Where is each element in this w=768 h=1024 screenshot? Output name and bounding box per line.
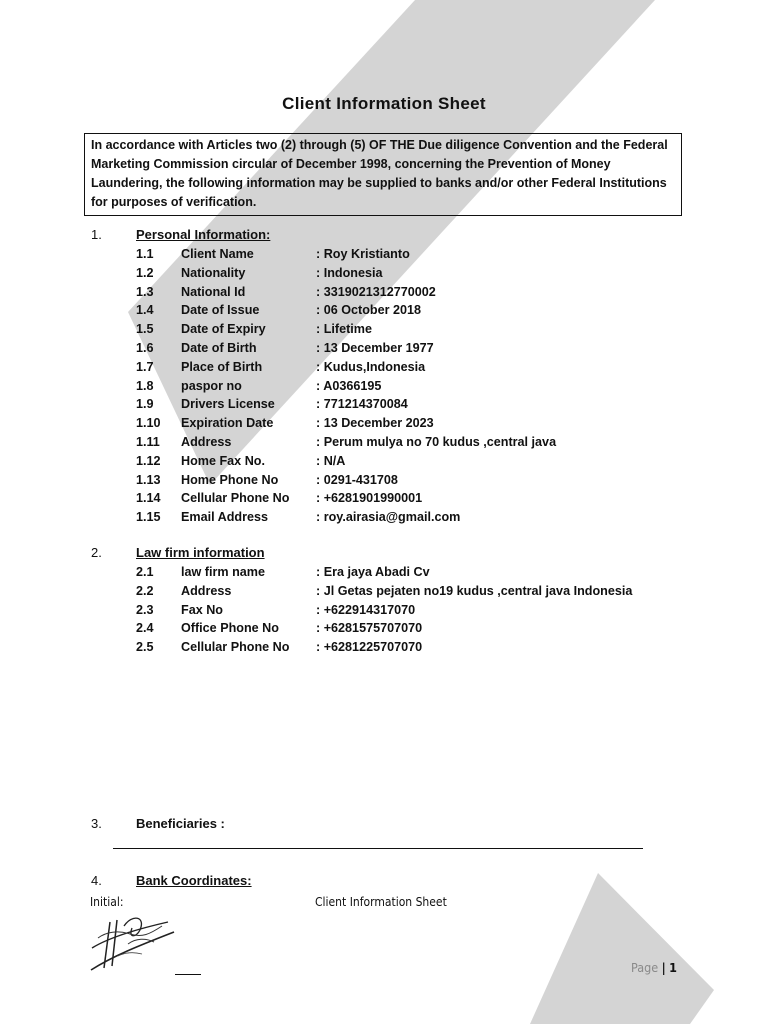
row-value: : +6281901990001 (316, 491, 423, 506)
info-row (0, 563, 768, 582)
info-row (0, 601, 768, 620)
section-4-title: Bank Coordinates: (136, 873, 252, 888)
section-3-title: Beneficiaries : (136, 816, 225, 831)
footer-doc-name: Client Information Sheet (315, 895, 447, 909)
info-row (0, 264, 768, 283)
info-row (0, 339, 768, 358)
row-number: 2.2 (136, 583, 154, 598)
info-row (0, 582, 768, 601)
row-label: Fax No (181, 602, 223, 617)
row-label: Date of Issue (181, 303, 260, 318)
section-4-number: 4. (91, 873, 102, 888)
row-value: : Perum mulya no 70 kudus ,central java (316, 435, 557, 449)
info-row (0, 301, 768, 320)
watermark-stripe-bottom (530, 873, 714, 1024)
row-value: : +6281575707070 (316, 621, 423, 636)
row-label: Address (181, 583, 232, 598)
row-number: 1.3 (136, 284, 154, 299)
row-number: 1.6 (136, 341, 154, 355)
info-row (0, 619, 768, 638)
row-value: : 0291-431708 (316, 472, 398, 487)
row-value: : Roy Kristianto (316, 247, 410, 261)
info-row (0, 638, 768, 657)
row-label: National Id (181, 284, 246, 299)
row-number: 2.3 (136, 602, 154, 617)
row-number: 1.4 (136, 303, 154, 318)
info-row (0, 395, 768, 414)
page-indicator (631, 960, 677, 975)
row-label: Client Name (181, 247, 254, 261)
info-row (0, 414, 768, 433)
row-value: : Jl Getas pejaten no19 kudus ,central java Indonesia (316, 583, 633, 598)
page-label: Page (631, 960, 659, 975)
section-2-number: 2. (91, 545, 102, 560)
row-value: : roy.airasia@gmail.com (316, 510, 461, 525)
row-number: 1.9 (136, 397, 154, 412)
info-row (0, 508, 768, 527)
row-label: Cellular Phone No (181, 491, 290, 506)
row-value: : Lifetime (316, 322, 372, 337)
row-label: law firm name (181, 565, 265, 579)
page-number: 1 (669, 960, 677, 975)
row-number: 1.1 (136, 247, 154, 261)
row-value: : +622914317070 (316, 602, 416, 617)
beneficiaries-line (113, 848, 643, 849)
info-row (0, 358, 768, 377)
initial-label: Initial: (90, 895, 124, 909)
row-number: 1.12 (136, 453, 161, 468)
info-row (0, 452, 768, 471)
row-value: : Indonesia (316, 265, 383, 280)
row-label: Home Fax No. (181, 453, 265, 468)
row-label: Address (181, 435, 232, 449)
info-row (0, 471, 768, 490)
row-number: 1.14 (136, 491, 161, 506)
row-value: : 06 October 2018 (316, 303, 421, 318)
info-row (0, 245, 768, 264)
info-row (0, 489, 768, 508)
row-value: : 13 December 1977 (316, 341, 434, 355)
row-label: Cellular Phone No (181, 640, 290, 655)
section-2-title: Law firm information (136, 545, 265, 560)
row-number: 2.1 (136, 565, 154, 579)
document-title: Client Information Sheet (282, 94, 486, 113)
row-label: paspor no (181, 378, 242, 393)
row-label: Expiration Date (181, 416, 274, 431)
row-value: : 13 December 2023 (316, 416, 434, 431)
info-row (0, 377, 768, 396)
row-value: : 771214370084 (316, 397, 408, 412)
info-row (0, 320, 768, 339)
row-label: Place of Birth (181, 359, 263, 374)
row-number: 1.10 (136, 416, 161, 431)
info-row (0, 283, 768, 302)
row-value: : N/A (316, 453, 346, 468)
row-label: Home Phone No (181, 472, 279, 487)
info-row (0, 433, 768, 452)
row-value: : A0366195 (316, 378, 382, 393)
row-label: Date of Birth (181, 341, 257, 355)
signature-underline (175, 974, 201, 975)
row-number: 2.4 (136, 621, 154, 636)
row-label: Email Address (181, 510, 269, 525)
row-number: 1.2 (136, 265, 154, 280)
row-value: : 3319021312770002 (316, 284, 436, 299)
row-label: Drivers License (181, 397, 275, 412)
section-1-title: Personal Information: (136, 227, 271, 242)
row-number: 1.5 (136, 322, 154, 337)
row-number: 1.11 (136, 435, 160, 449)
intro-paragraph: In accordance with Articles two (2) through (5) OF THE Due diligence Convention and the Federal Marketing Commission circular of December 1998, concerning the Prevention of Money Laundering, the following information may be supplied to banks and/or other Federal Institutions for purposes of verification. (84, 133, 682, 216)
row-label: Office Phone No (181, 621, 279, 636)
row-number: 2.5 (136, 640, 154, 655)
section-3-number: 3. (91, 816, 102, 831)
row-label: Date of Expiry (181, 322, 266, 337)
row-number: 1.8 (136, 378, 154, 393)
signature-image (88, 908, 184, 974)
row-value: : Kudus,Indonesia (316, 359, 426, 374)
row-number: 1.15 (136, 510, 161, 525)
row-value: : Era jaya Abadi Cv (316, 565, 430, 579)
row-number: 1.7 (136, 359, 154, 374)
section-1-number: 1. (91, 227, 102, 242)
row-number: 1.13 (136, 472, 161, 487)
row-value: : +6281225707070 (316, 640, 423, 655)
row-label: Nationality (181, 265, 246, 280)
page-separator: | (661, 960, 666, 975)
